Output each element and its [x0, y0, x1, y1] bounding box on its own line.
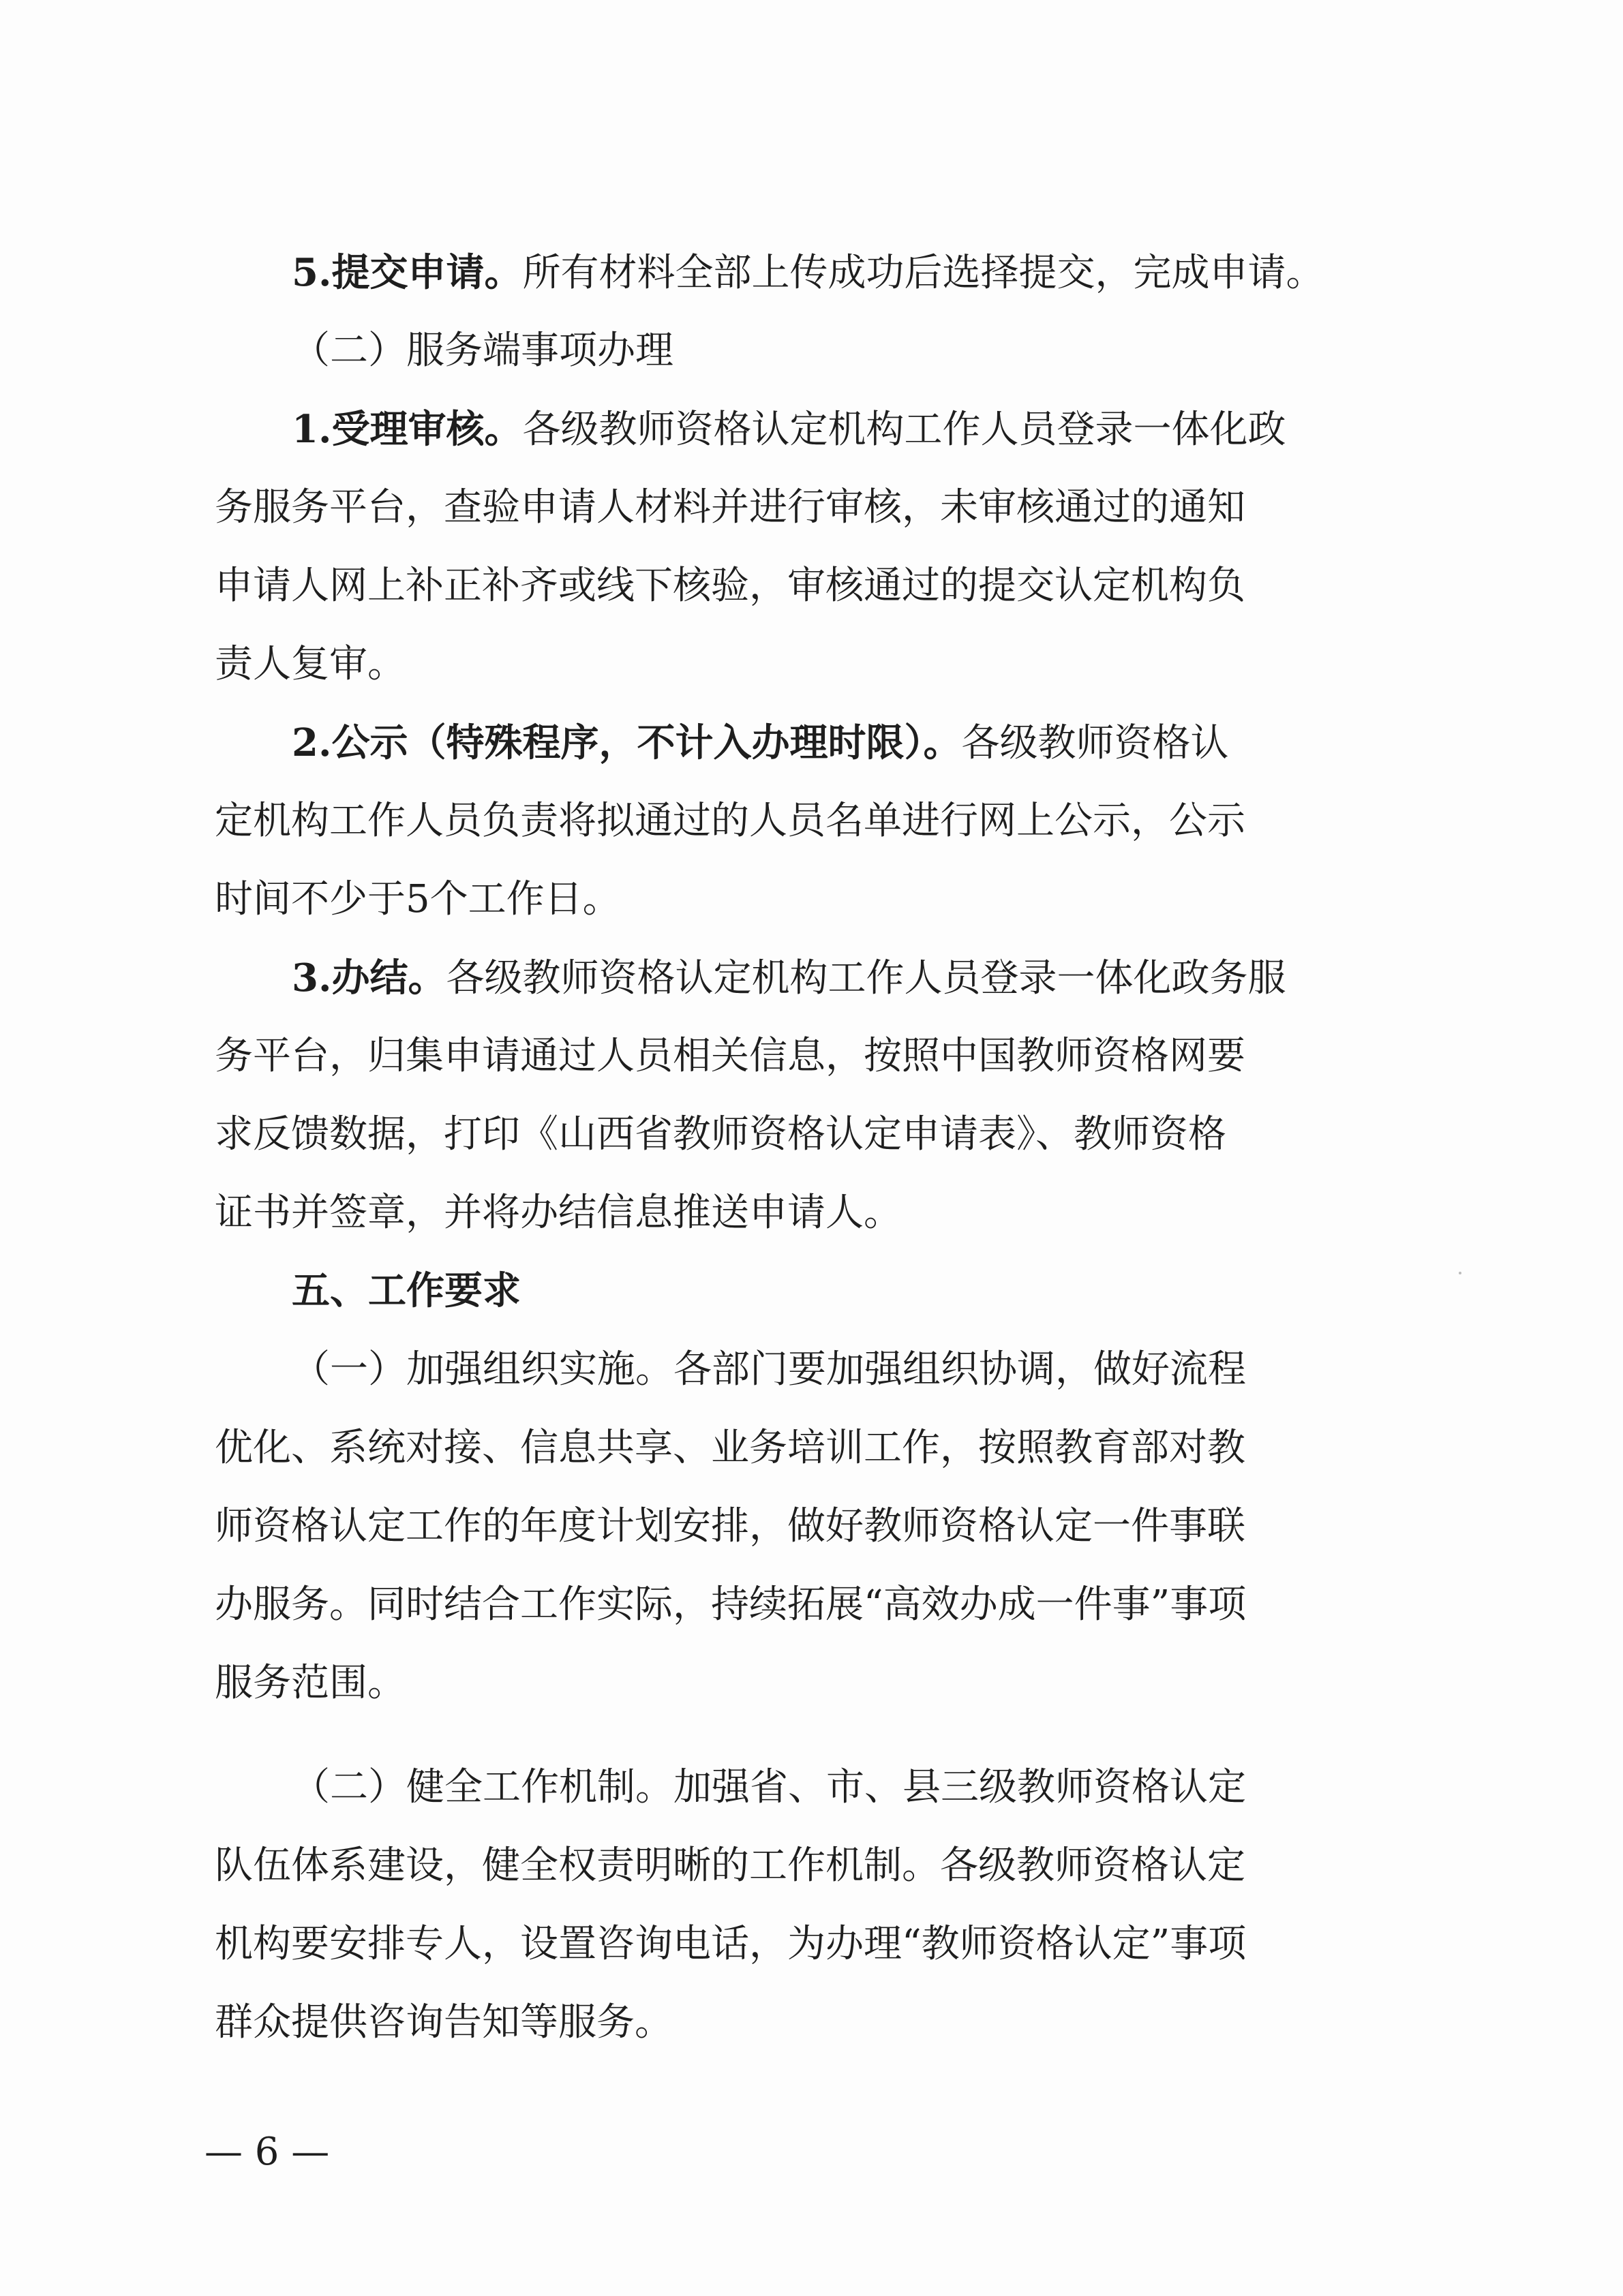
step-3-heading: 3.办结。 — [292, 955, 446, 1000]
step-5-heading: 5.提交申请。 — [292, 250, 523, 295]
paragraph-organize-line-5: 服务范围。 — [215, 1661, 406, 1705]
page-number: — 6 — — [204, 2130, 330, 2174]
paragraph-organize-line-1: （一）加强组织实施。各部门要加强组织协调，做好流程 — [292, 1347, 1246, 1392]
paragraph-mechanism-line-1: （二）健全工作机制。加强省、市、县三级教师资格认定 — [292, 1765, 1246, 1809]
paragraph-publicity-line-2: 定机构工作人员负责将拟通过的人员名单进行网上公示，公示 — [215, 799, 1245, 843]
paragraph-mechanism-line-2: 队伍体系建设，健全权责明晰的工作机制。各级教师资格认定 — [215, 1843, 1245, 1888]
paragraph-submit-line-1: 5.提交申请。所有材料全部上传成功后选择提交，完成申请。 — [292, 250, 1324, 295]
paragraph-review-line-2: 务服务平台，查验申请人材料并进行审核，未审核通过的通知 — [215, 485, 1245, 530]
paragraph-review-line-4: 责人复审。 — [215, 642, 406, 686]
section-requirements-heading: 五、工作要求 — [292, 1269, 521, 1313]
paragraph-mechanism-line-4: 群众提供咨询告知等服务。 — [215, 2000, 673, 2045]
step-2-heading: 2.公示（特殊程序，不计入办理时限）。 — [292, 720, 962, 765]
paragraph-publicity-line-1: 2.公示（特殊程序，不计入办理时限）。各级教师资格认 — [292, 720, 1229, 765]
paragraph-organize-line-3: 师资格认定工作的年度计划安排，做好教师资格认定一件事联 — [215, 1504, 1245, 1548]
paragraph-complete-line-1: 3.办结。各级教师资格认定机构工作人员登录一体化政务服 — [292, 955, 1286, 1000]
paragraph-organize-line-4: 办服务。同时结合工作实际，持续拓展“高效办成一件事”事项 — [215, 1582, 1247, 1627]
paragraph-publicity-line-3: 时间不少于5个工作日。 — [215, 877, 621, 921]
paragraph-complete-line-3: 求反馈数据，打印《山西省教师资格认定申请表》、教师资格 — [215, 1112, 1226, 1157]
section-service-heading: （二）服务端事项办理 — [292, 328, 673, 373]
paragraph-review-line-1: 1.受理审核。各级教师资格认定机构工作人员登录一体化政 — [292, 407, 1286, 452]
paragraph-complete-line-4: 证书并签章，并将办结信息推送申请人。 — [215, 1191, 902, 1235]
paragraph-organize-line-2: 优化、系统对接、信息共享、业务培训工作，按照教育部对教 — [215, 1426, 1245, 1470]
paragraph-review-line-3: 申请人网上补正补齐或线下核验，审核通过的提交认定机构负 — [215, 564, 1245, 608]
paragraph-complete-line-2: 务平台，归集申请通过人员相关信息，按照中国教师资格网要 — [215, 1034, 1245, 1078]
scan-speck — [1459, 1272, 1461, 1274]
step-1-heading: 1.受理审核。 — [292, 407, 523, 452]
paragraph-mechanism-line-3: 机构要安排专人，设置咨询电话，为办理“教师资格认定”事项 — [215, 1922, 1247, 1966]
